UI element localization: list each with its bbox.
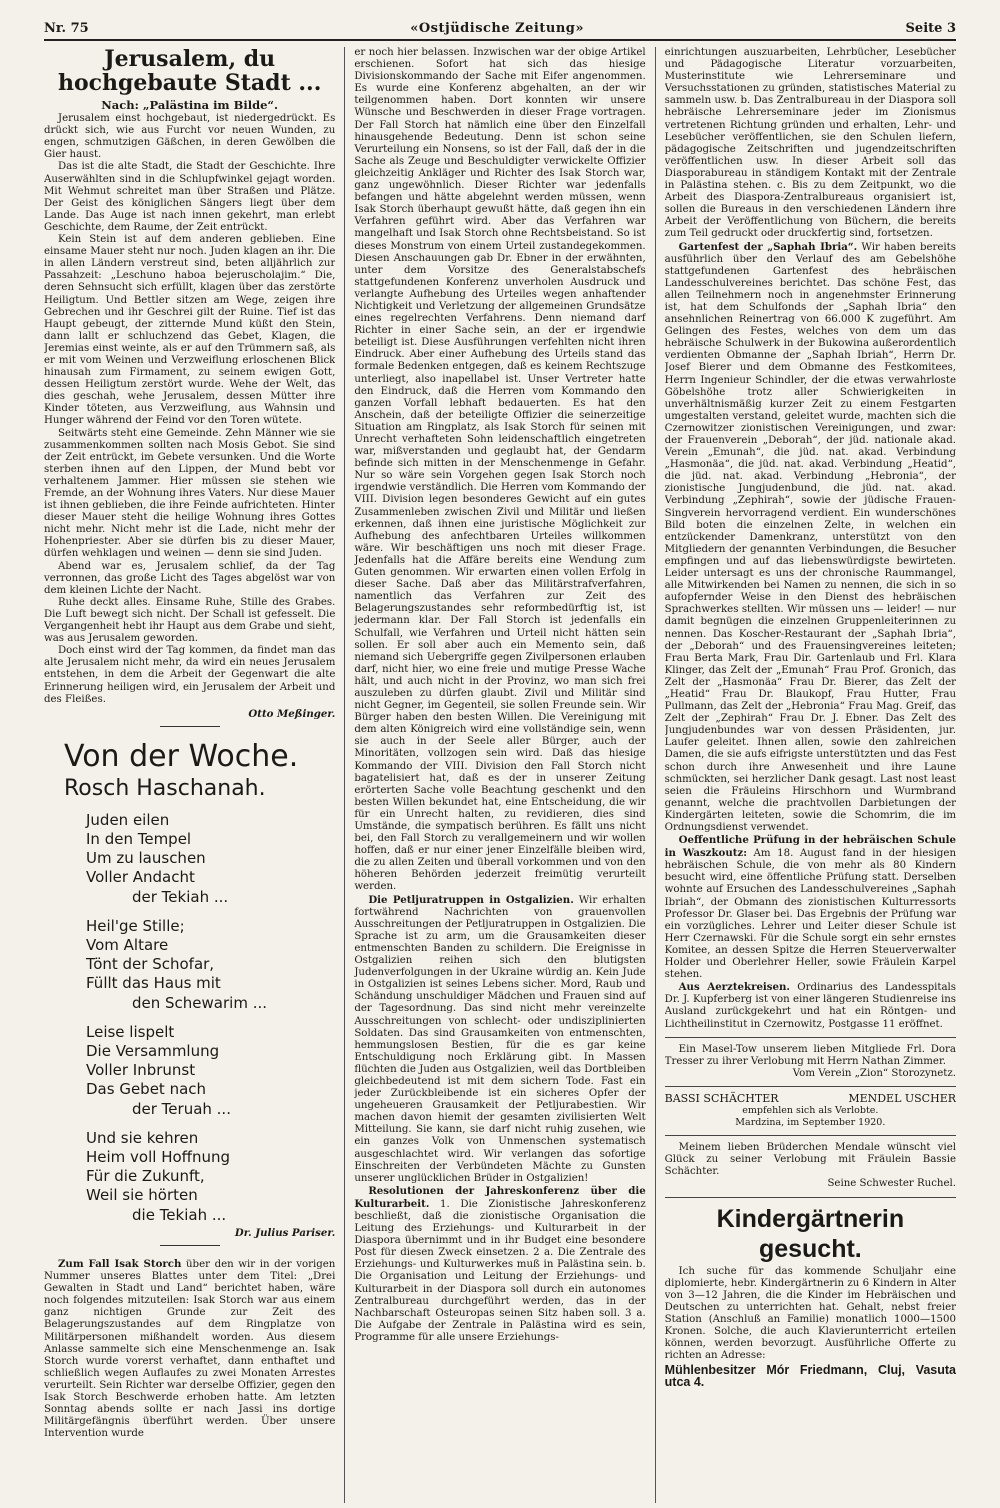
- kindergarten-text: Ich suche für das kommende Schuljahr eine diplomierte, hebr. Kindergärtnerin zu 6 Kindern in Alter von 3—12 Jahren, die die Kinder im Hebräischen und Deutschen zu unterrichten hat. Gehalt, nebst freier Station (Anschluß an Familie) monatlich 1000—1500 Kronen. Solche, die auch Klavierunterricht erteilen können, werden bevorzugt. Ausführliche Offerte zu richten an Adresse:: [664, 1265, 957, 1362]
- name-left: BASSI SCHÄCHTER: [664, 1091, 779, 1105]
- aerzte-text: Ordinarius des Landesspitals Dr. J. Kupferberg ist von einer längeren Studienreise ins Ausland zurückgekehrt und hat ein Röntgen- und Lichtheilinstitut in Czernowitz, Postgasse 11 eröffnet.: [664, 982, 957, 1030]
- jerusalem-signature: Otto Meßinger.: [248, 707, 336, 720]
- stanza-gap: [86, 1119, 335, 1129]
- poem-line: Um zu lauschen: [86, 849, 206, 868]
- poem-line: Für die Zukunft,: [86, 1167, 205, 1186]
- petljura-title: Die Petljuratruppen in Ostgalizien.: [368, 893, 574, 906]
- gartenfest-title: Gartenfest der „Saphah Ibria“.: [678, 240, 858, 253]
- jerusalem-paragraph: Kein Stein ist auf dem anderen geblieben. Eine einsame Mauer steht nur noch. Juden klagen an ihr. Die in allen Ländern verstreut sind, beten alljährlich zur Passahzeit: „Leschuno haboa bejeruscholajim.“ Die, deren Sehnsucht sich erfüllt, klagen über das zerstörte Heiligtum. Und Bettler sitzen am Wege, zeigen ihre Gebrechen und ihr Geschrei gilt der Ruine. Tief ist das Haupt gebeugt, der zitternde Mund küßt den Stein, dann lallt er schluchzend das Gebet, Klagen, die Jeremias einst weinte, als er auf den Trümmern saß, als er mit vom Weinen und Verzweiflung erloschenen Blick hinausah zum Firmament, zu seinem ewigen Gott, dessen Heiligtum zerstört wurde. Wehe der Welt, das dies geschah, wehe Jerusalem, dessen Mütter ihre Kinder töteten, aus Verzweiflung, aus Wahnsin und Hunger während der Feind vor den Toren wütete.: [44, 234, 336, 427]
- poem-line: Juden eilen: [86, 810, 170, 829]
- jerusalem-source: Nach: „Palästina im Bilde“.: [101, 98, 279, 112]
- ad-rule: [665, 1197, 956, 1198]
- poem-line: Das Gebet nach: [86, 1080, 207, 1099]
- jerusalem-headline: Jerusalem, du hochgebaute Stadt ...: [57, 47, 322, 96]
- column-1: [44, 47, 335, 1503]
- columns: [44, 47, 956, 1503]
- petljura-text: Wir erhalten fortwährend Nachrichten von grauenvollen Ausschreitungen der Petljuratruppen in Ostgalizien. Die Sprache ist zu arm, um die Grausamkeiten dieser entmenschten Banden zu schildern. Die Ereignisse in Ostgalizien reihen sich den blutigsten Judenverfolgungen in der Ukraine würdig an. Kein Jude in Ostgalizien ist seines Lebens sicher. Mord, Raub und Schändung unschuldiger Mädchen und Frauen sind auf der Tagesordnung. Das sind nicht mehr vereinzelte Ausschreitungen von schlecht- oder undisziplinierten Soldaten. Das sind Grausamkeiten von entmenschten, hemmungslosen Bestien, für die es gar keine Entschuldigung noch Erklärung gibt. In Massen flüchten die Juden aus Ostgalizien, weil das Dortbleiben gleichbedeutend ist mit dem sichern Tode. Fast ein jeder Zurückbleibende ist ein sicheres Opfer der ungeheueren Grausamkeit der Petljurabestien. Wir machen davon hiemit der gesamten zivilisierten Welt Mitteilung. Sie kann, sie darf nicht ruhig zusehen, wie ein ganzes Volk von Unmenschen systematisch ausgeschlachtet wird. Wir verlangen das sofortige Einschreiten der Verbündeten Mächte zu Gunsten unserer unglücklichen Brüder in Ostgalizien!: [354, 894, 646, 1184]
- column-3: [665, 47, 956, 1503]
- poem-line: Weil sie hörten: [86, 1186, 198, 1205]
- poem-line: Leise lispelt: [86, 1022, 175, 1041]
- name-right: MENDEL USCHER: [848, 1091, 957, 1105]
- engagement-names: [665, 1093, 956, 1105]
- mendale-sig: Seine Schwester Ruchel.: [827, 1178, 957, 1190]
- kindergarten-address: Mühlenbesitzer Mór Friedmann, Cluj, Vasuta utca 4.: [664, 1363, 957, 1390]
- petljura-article: [354, 894, 645, 1185]
- column-separator: [655, 47, 656, 1503]
- aerzte-title: Aus Aerztekreisen.: [678, 981, 790, 994]
- jerusalem-paragraph: Ruhe deckt alles. Einsame Ruhe, Stille des Grabes. Die Luft bewegt sich nicht. Der Schall ist gefesselt. Die Vergangenheit hebt ihr Haupt aus dem Grabe und sieht, was aus Jerusalem geworden.: [44, 596, 336, 645]
- poem-line: Füllt das Haus mit: [86, 974, 221, 993]
- jerusalem-paragraph: Das ist die alte Stadt, die Stadt der Geschichte. Ihre Auserwählten sind in die Schlupfwinkel gejagt worden. Mit Wehmut schreitet man über Straßen und Plätze. Der Geist des königlichen Sängers liegt über dem Lande. Das Auge ist nach innen gekehrt, man erlebt Geschichte, dem Raume, der Zeit entrückt.: [44, 161, 336, 233]
- poem-line: Die Versammlung: [86, 1042, 220, 1061]
- resolution-article: [354, 1185, 645, 1344]
- resolution-title: Resolutionen der Jahreskonferenz über die Kulturarbeit.: [354, 1184, 646, 1210]
- poem-line: Vom Altare: [86, 936, 169, 954]
- resolution-continued: einrichtungen auszuarbeiten, Lehrbücher, Lesebücher und Pädagogische Literatur vorzuarbeiten, Musterinstitute wie Lehrerseminare und Versuchsstationen zu gründen, statistisches Material zu sammeln usw. b. Das Zentralbureau in der Diaspora soll hebräische Lehrerseminare jeder im Zionismus vertretenen Richtung gründen und erhalten, Lehr- und Lesebücher veröffentlichen, sie den Schulen liefern, pädagogische Zeitschriften und jugendzeitschriften veröffentlichen usw. In dieser Arbeit soll das Diasporabureau in ständigem Kontakt mit der Zentrale in Palästina stehen. c. Bis zu dem Zeitpunkt, wo die Arbeit des Diaspora-Zentralbureaus organisiert ist, sollen die Bureaus in den verschiedenen Ländern ihre Arbeit der Veröffentlichung von Büchern, die bereits zum Teil gedruckt oder druckfertig sind, fortsetzen.: [664, 47, 957, 240]
- jerusalem-paragraph: Seitwärts steht eine Gemeinde. Zehn Männer wie sie zusammenkommen sollten nach Mosis Gebot. Sie sind der Zeit entrückt, im Gebete versunken. Und die Worte sterben ihnen auf den Lippen, der Mund bebt vor verhaltenem Jammer. Hier müssen sie stehen wie Fremde, an der Wohnung ihres Vaters. Nur diese Mauer ist ihnen geblieben, die ihre Feinde aufrichteten. Hinter dieser Mauer steht die heilige Wohnung ihres Gottes nicht mehr. Nicht mehr ist die Lade, nicht mehr der Hohenpriester. Aber sie dürfen bis zu dieser Mauer, dürfen wehklagen und weinen — denn sie sind Juden.: [44, 427, 336, 560]
- pruefung-text: Am 18. August fand in der hiesigen hebräischen Schule, die von mehr als 80 Kindern besucht wird, eine öffentliche Prüfung statt. Derselben wohnte auf Ersuchen des Landesschulvereines „Saphah Ibriah“, der Obmann des zionistischen Kulturressorts Professor Dr. Glaser bei. Das Ergebnis der Prüfung war ein vorzügliches. Lehrer und Leiter dieser Schule ist Herr Czernawski. Für die Schule sorgt ein sehr ernstes Komitee, an dessen Spitze die Herren Steuerverwalter Holder und Oberlehrer Heller, sowie Fräulein Karpel stehen.: [664, 848, 957, 981]
- divider: [160, 1245, 220, 1246]
- jerusalem-paragraph: Doch einst wird der Tag kommen, da findet man das alte Jerusalem nicht mehr, da wird ein neues Jerusalem entstehen, in dem die Arbeit der Gegenwart die alte Erinnerung heiligen wird, ein Jerusalem der Arbeit und des Fleißes.: [44, 645, 336, 705]
- mendale-ad: Meinem lieben Brüderchen Mendale wünscht viel Glück zu seiner Verlobung mit Fräulein Bassie Schächter.: [664, 1142, 957, 1178]
- masel-tow-sig: Vom Verein „Zion“ Storozynetz.: [792, 1067, 957, 1079]
- engagement-sub: empfehlen sich als Verlobte.: [742, 1104, 879, 1116]
- resolution-text: 1. Die Zionistische Jahreskonferenz beschließt, daß die zionistische Organisation die Leitung des Erziehungs- und Kulturarbeit in der Diaspora übernimmt und in ihr Budget eine besondere Post für diesen Zweck einsetzen. 2 a. Die Zentrale des Erziehungs- und Kulturwerkes muß in Palästina sein. b. Die Organisation und Leitung der Erziehungs- und Kulturarbeit in der Diaspora soll durch ein autonomes Zentralbureau durchgeführt werden, das in der Nachbarschaft Osteuropas seinen Sitz haben soll. 3 a. Die Aufgabe der Zentrale in Palästina wird es sein, Programme für alle unsere Erziehungs-: [354, 1198, 646, 1343]
- poem-line: Voller Andacht: [86, 868, 195, 887]
- storch-continued: er noch hier belassen. Inzwischen war der obige Artikel erschienen. Sofort hat sich das hiesige Divisionskommando der Sache mit Eifer angenommen. Es wurde eine Konferenz abgehalten, an der wir teilgenommen haben. Dort konnten wir unsere Wünsche und Beschwerden in dieser Frage vortragen. Der Fall Storch hat nämlich eine über den Einzelfall hinausgehende Bedeutung. Denn ist schon seine Verurteilung ein Nonsens, so ist der Fall, daß der in die Sache als Zeuge und Beschuldigter verwickelte Offizier gleichzeitig Ankläger und Richter des Isak Storch war, ganz ungewöhnlich. Dieser Richter war jedenfalls befangen und hätte abgelehnt werden müssen, wenn Isak Storch überhaupt gewußt hätte, daß gegen ihn ein Verfahren geführt wird. Aber das Verfahren war mangelhaft und Isak Storch ohne Rechtsbeistand. So ist dieses Monstrum von einem Urteil zustandegekommen. Diesen Anschauungen gab Dr. Ebner in der erwähnten, unter dem Vorsitze des Generalstabschefs stattgefundenen Konferenz unverholen Ausdruck und verlangte Aufhebung des Urteiles wegen anhaftender Nichtigkeit und Verletzung der allgemeinen Grundsätze eines regelrechten Verfahrens. Denn niemand darf Richter in einer Sache sein, an der er irgendwie beteiligt ist. Diese Ausführungen verfehlten nicht ihren Eindruck. Aber einer Aufhebung des Urteils stand das formale Bedenken entgegen, daß es keinem Rechtszuge unterliegt, also inapellabel ist. Unser Vertreter hatte den Eindruck, daß die Herren vom Kommando den ganzen Vorfall lebhaft bedauerten. Es hat den Anschein, daß der beteiligte Offizier die seinerzeitige Situation am Ringplatz, als Isak Storch für seinen mit Unrecht verhafteten Sohn leidenschaftlich eingetreten war, mißverstanden und geglaubt hat, der Gendarm befinde sich mitten in der Menschenmenge in Gefahr. Nur so wäre sein Vorgehen gegen Isak Storch noch irgendwie verständlich. Die Herren vom Kommando der VIII. Division legen besonderes Gewicht auf ein gutes Zusammenleben zwischen Zivil und Militär und ließen erkennen, daß ihnen eine juristische Möglichkeit zur Aufhebung des anfechtbaren Urteiles willkommen wäre. Wir beschäftigen uns noch mit dieser Frage. Jedenfalls hat die Affäre bereits eine Wendung zum Guten genommen. Wir erwarten einen vollen Erfolg in dieser Sache. Daß aber das Militärstrafverfahren, namentlich das Verfahren zur Zeit des Belagerungszustandes sehr reformbedürftig ist, ist jedermann klar. Der Fall Storch ist jedenfalls ein Schulfall, wie Verfahren und Urteil nicht hätten sein sollen. Er soll aber auch ein Memento sein, daß niemand sich Uebergriffe gegen Zivilpersonen erlauben darf, nicht hier, wo eine freie und mutige Presse Wache hält, und auch nicht in der Provinz, wo man sich frei auszuleben zu dürfen glaubt. Zivil und Militär sind nicht Gegner, im Gegenteil, sie sollen Freunde sein. Wir Bürger haben den besten Willen. Die Vereinigung mit dem alten Königreich wird eine vollständige sein, wenn sie auch in der Seele aller Bürger, auch der Minoritäten, vollzogen sein wird. Daß das hiesige Kommando der VIII. Division den Fall Storch nicht bagatelisiert hat, daß es der in unserer Zeitung erörterten Sache volle Beachtung geschenkt und den besten Willen bekundet hat, eine Entscheidung, die wir für ein Unrecht halten, zu revidieren, dies sind Umstände, die sympatisch berühren. Es fällt uns nicht bei, den Fall Storch zu verallgemeinern und wir wollen hoffen, daß er nur einer jener Einzelfälle bleiben wird, die zu allen Zeiten und überall vorkommen und von den höheren Behörden jederzeit freimütig verurteilt werden.: [354, 47, 646, 893]
- kindergarten-headline: Kindergärtnerin gesucht.: [716, 1204, 905, 1263]
- poem-line: der Tekiah ...: [132, 887, 229, 906]
- page-header: [44, 20, 956, 36]
- poem-line: Und sie kehren: [86, 1128, 199, 1147]
- masel-tow-ad: Ein Masel-Tow unserem lieben Mitgliede Frl. Dora Tresser zu ihrer Verlobung mit Herrn Nathan Zimmer.: [664, 1043, 957, 1067]
- gartenfest-article: [665, 241, 956, 835]
- stanza-gap: [86, 1013, 335, 1023]
- jerusalem-body: [44, 113, 335, 706]
- jerusalem-paragraph: Jerusalem einst hochgebaut, ist niedergedrückt. Es drückt sich, wie aus Furcht vor neuen Wunden, zu engen, schmutzigen Gäßchen, in deren Gewölben die Gier haust.: [44, 113, 336, 161]
- ad-rule: [665, 1086, 956, 1087]
- pruefung-article: [665, 834, 956, 981]
- column-separator: [344, 47, 345, 1503]
- page-label: Seite 3: [905, 21, 956, 36]
- poem-line: Voller Inbrunst: [86, 1061, 196, 1080]
- newspaper-title: «Ostjüdische Zeitung»: [410, 21, 584, 36]
- engagement-place: Mardzina, im September 1920.: [735, 1117, 886, 1129]
- section-title: Von der Woche.: [64, 738, 299, 774]
- aerzte-article: [665, 981, 956, 1030]
- storch-article: [44, 1258, 335, 1440]
- storch-text: über den wir in der vorigen Nummer unseres Blattes unter dem Titel: „Drei Gewalten in Stadt und Land“ berichtet haben, wäre noch folgendes mitzuteilen: Isak Storch war aus einem ganz nichtigen Grunde zur Zeit des Belagerungszustandes auf dem Ringplatze von Militärpersonen mißhandelt worden. Aus diesem Anlasse sammelte sich eine Menschenmenge an. Isak Storch wurde vorerst verhaftet, dann enthaftet und schließlich wegen Auflaufes zu zwei Monaten Arrestes verurteilt. Sein Richter war derselbe Offizier, gegen den Isak Storch Beschwerde erhoben hatte. Am letzten Sonntag abends sollte er nach Jassi ins dortige Militärgefängnis überführt werden. Über unsere Intervention wurde: [44, 1258, 336, 1440]
- page-number: Nr. 75: [44, 21, 89, 36]
- stanza-gap: [86, 907, 335, 917]
- jerusalem-paragraph: Abend war es, Jerusalem schlief, da der Tag verronnen, das große Licht des Tages abgelöst war von dem kleinen Lichte der Nacht.: [44, 560, 336, 596]
- poem-line: In den Tempel: [86, 829, 192, 848]
- poem-line: Tönt der Schofar,: [86, 955, 215, 974]
- pruefung-title: Oeffentliche Prüfung in der hebräischen Schule in Waszkoutz:: [664, 834, 957, 860]
- poem-line: Heim voll Hoffnung: [86, 1148, 231, 1167]
- poem-line: den Schewarim ...: [132, 993, 268, 1012]
- column-2: [354, 47, 645, 1503]
- ad-rule: [665, 1135, 956, 1136]
- poem-line: der Teruah ...: [132, 1099, 231, 1118]
- gartenfest-text: Wir haben bereits ausführlich über den Verlauf des am Gebelshöhe stattgefundenen Gartenfest des hebräischen Landesschulvereines berichtet. Das schöne Fest, das allen Teilnehmern noch in angenehmster Erinnerung ist, hat dem Schulfonds der „Saphah Ibria“ den ansehnlichen Reinertrag von 66.000 K zugeführt. Am Gelingen des Festes, welches von dem um das hebräische Schulwerk in der Bukowina außerordentlich verdienten Obmanne der „Saphah Ibriah“, Herrn Dr. Josef Bierer und dem Obmanne des Festkomitees, Herrn Ingenieur Schindler, der die etwas verwahrloste Göbelshöhe trotz aller Schwierigkeiten in unverhältnismäßig kurzer Zeit zu einem Festgarten umgestalten verstand, geleitet wurde, machten sich die Czernowitzer zionistischen Vereinigungen, und zwar: der Frauenverein „Deborah“, der jüd. nationale akad. Verein „Emunah“, die jüd. nat. akad. Verbindung „Hasmonäa“, die jüd. nat. akad. Verbindung „Heatid“, die jüd. nat. akad. Verbindung „Hebronia“, der zionistische Jungjudenbund, die jüd. nat. akad. Verbindung „Zephirah“, sowie der jüdische Frauen-Singverein hervorragend verdient. Ein wunderschönes Bild boten die einzelnen Zelte, in welchen ein entzückender Damenkranz, unterstützt von den Mitgliedern der genannten Verbindungen, die Besucher empfingen und auf das liebenswürdigste bewirteten. Leider untersagt es uns der chronische Raummangel, alle Mitwirkenden bei Namen zu nennen, die sich in so aufopfernder Weise in den Dienst des hebräischen Sprachwerkes stellten. Wir müssen uns — leider! — nur damit begnügen die einzelnen Gruppenleiterinnen zu nennen. Das Koscher-Restaurant der „Saphah Ibria“, der „Deborah“ und des Frauensingvereines leiteten; Frau Berta Mark, Frau Dir. Gartenlaub und Frl. Klara Klinger, das Zelt der „Emunah“ Frau Prof. Gronich, das Zelt der „Hasmonäa“ Frau Dr. Bierer, das Zelt der „Heatid“ Frau Dr. Blaukopf, Frau Hutter, Frau Pullmann, das Zelt der „Hebronia“ Frau Mag. Greif, das Zelt der „Zephirah“ Frau Dr. J. Ebner. Das Zelt des Jungjudenbundes war von dessen Präsidenten, jur. Laufer geleitet. Ihnen allen, sowie den zahlreichen Damen, die sie aufs eifrigste unterstützten und das Fest schon durch ihre Anwesenheit und ihre Laune schmückten, sei herzlicher Dank gesagt. Last nost least seien die Fräuleins Hirschhorn und Wurmbrand genannt, welche die prachtvollen Darbietungen der Kindergärten leiteten, sowie die Schomrim, die im Ordnungsdienst verwendet.: [664, 241, 957, 833]
- poem-line: Heil'ge Stille;: [86, 916, 185, 935]
- poem-signature: Dr. Julius Pariser.: [234, 1226, 336, 1239]
- storch-lead: Zum Fall Isak Storch: [58, 1257, 182, 1270]
- poem: [86, 811, 335, 1225]
- poem-title: Rosch Haschanah.: [64, 775, 266, 801]
- divider: [160, 726, 220, 727]
- ad-rule: [665, 1037, 956, 1038]
- header-rule: [44, 39, 956, 41]
- poem-line: die Tekiah ...: [132, 1205, 227, 1224]
